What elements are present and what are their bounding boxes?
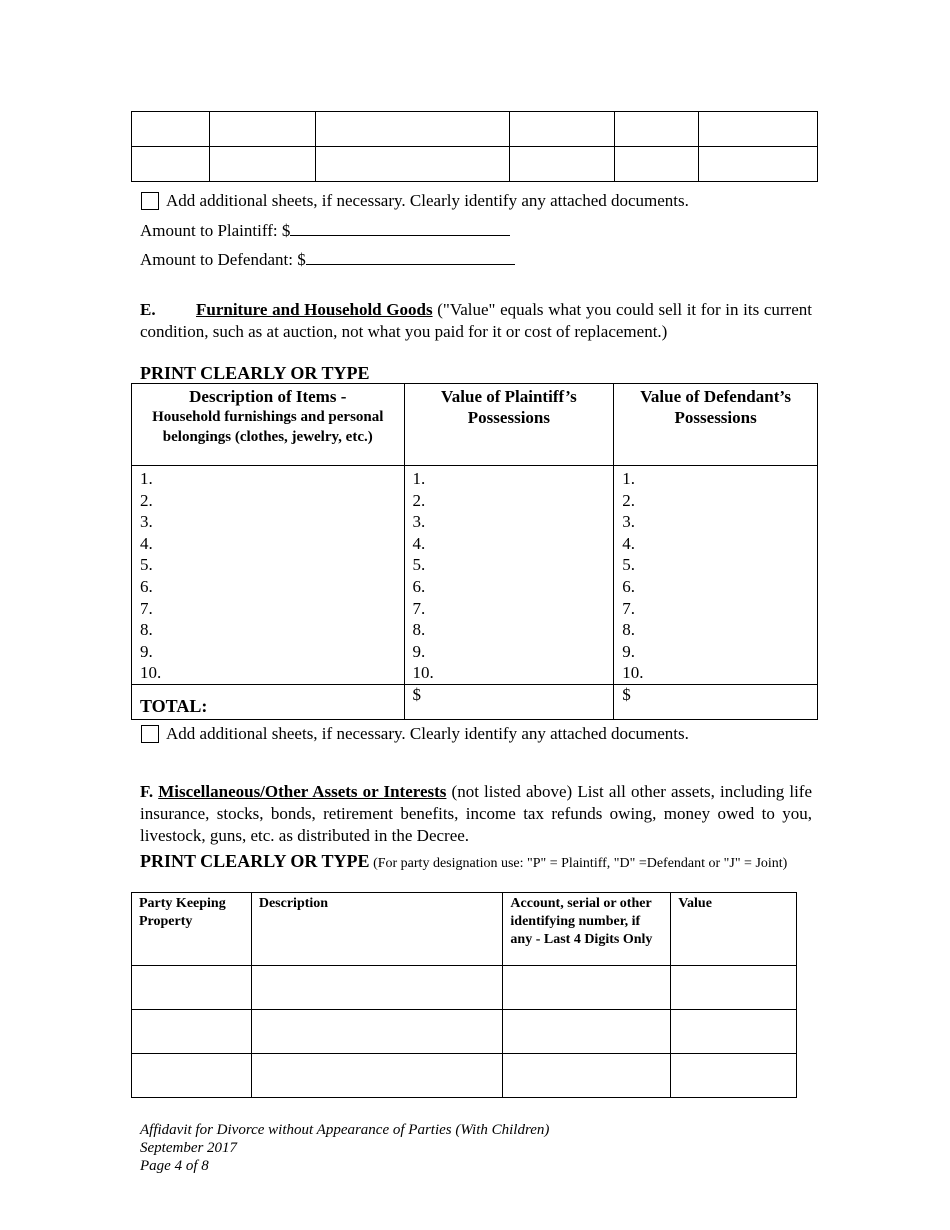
misc-assets-table	[131, 892, 797, 1098]
table-cell[interactable]	[251, 1010, 503, 1054]
footer-page: Page 4 of 8	[140, 1158, 209, 1174]
list-item: 4.	[140, 533, 153, 553]
header-value: Value	[671, 893, 797, 966]
list-item: 10.	[622, 663, 644, 683]
list-item: 2.	[622, 490, 635, 510]
table-cell[interactable]	[209, 112, 315, 147]
additional-sheets-line-e	[141, 724, 689, 744]
table-cell[interactable]	[315, 112, 510, 147]
header-defendant-title: Value of Defendant’s Possessions	[640, 387, 792, 427]
section-e-title: Furniture and Household Goods	[196, 300, 433, 319]
amount-defendant-field[interactable]	[306, 249, 515, 265]
list-item: 2.	[140, 490, 153, 510]
table-row	[132, 112, 818, 147]
footer-title: Affidavit for Divorce without Appearance of Parties (With Children)	[140, 1122, 550, 1138]
list-item: 6.	[412, 576, 426, 596]
list-item: 5.	[412, 555, 426, 575]
table-cell[interactable]	[671, 1054, 797, 1098]
table-cell[interactable]	[510, 112, 615, 147]
table-row	[132, 466, 818, 685]
additional-sheets-text-top: Add additional sheets, if necessary. Clearly identify any attached documents.	[166, 191, 689, 210]
amount-plaintiff-label: Amount to Plaintiff: $	[140, 221, 291, 240]
header-description: Description	[251, 893, 503, 966]
table-cell[interactable]	[699, 147, 818, 182]
plaintiff-value-list-cell[interactable]	[404, 466, 614, 685]
header-account-number: Account, serial or other identifying number, if any - Last 4 Digits Only	[503, 893, 671, 966]
list-item: 9.	[412, 641, 426, 661]
table-cell[interactable]	[503, 966, 671, 1010]
table-row	[132, 1054, 797, 1098]
table-row	[132, 147, 818, 182]
table-cell[interactable]	[503, 1010, 671, 1054]
plaintiff-total-currency: $	[412, 684, 422, 704]
header-description-sub: Household furnishings and personal belongings (clothes, jewelry, etc.)	[152, 409, 384, 445]
section-f-print-label: PRINT CLEARLY OR TYPE	[140, 851, 370, 871]
list-item: 8.	[140, 620, 153, 640]
table-cell[interactable]	[510, 147, 615, 182]
table-header-row	[132, 384, 818, 466]
table-row	[132, 1010, 797, 1054]
footer	[140, 1121, 549, 1175]
list-item: 9.	[140, 641, 153, 661]
list-item: 6.	[140, 576, 153, 596]
table-cell[interactable]	[132, 1010, 252, 1054]
additional-sheets-line-top	[141, 191, 689, 211]
table-cell[interactable]	[671, 1010, 797, 1054]
table-cell[interactable]	[615, 112, 699, 147]
section-f-letter: F.	[140, 782, 154, 801]
list-item: 9.	[622, 641, 635, 661]
table-row	[132, 966, 797, 1010]
section-e-paragraph	[140, 299, 812, 343]
section-e-letter: E.	[140, 300, 156, 319]
section-f-print-note: (For party designation use: "P" = Plaintiff, "D" =Defendant or "J" = Joint)	[369, 856, 788, 871]
total-label-cell	[132, 684, 405, 719]
list-item: 7.	[412, 598, 426, 618]
additional-sheets-text-e: Add additional sheets, if necessary. Clearly identify any attached documents.	[166, 724, 689, 743]
table-cell[interactable]	[503, 1054, 671, 1098]
amount-defendant-label: Amount to Defendant: $	[140, 250, 306, 269]
table-cell[interactable]	[209, 147, 315, 182]
list-item: 7.	[140, 598, 153, 618]
table-cell[interactable]	[315, 147, 510, 182]
table-cell[interactable]	[615, 147, 699, 182]
table-cell[interactable]	[132, 1054, 252, 1098]
list-item: 3.	[140, 512, 153, 532]
amount-plaintiff-field[interactable]	[290, 220, 510, 236]
description-list-cell[interactable]	[132, 466, 405, 685]
list-item: 8.	[622, 620, 635, 640]
list-item: 5.	[622, 555, 635, 575]
header-description-items	[132, 384, 405, 466]
section-f-title: Miscellaneous/Other Assets or Interests	[158, 782, 447, 801]
header-defendant-value	[614, 384, 818, 466]
header-plaintiff-value	[404, 384, 614, 466]
table-header-row	[132, 893, 797, 966]
list-item: 1.	[412, 469, 426, 488]
total-row	[132, 684, 818, 719]
list-item: 2.	[412, 490, 426, 510]
table-cell[interactable]	[132, 147, 210, 182]
table-cell[interactable]	[132, 112, 210, 147]
header-description-title: Description of Items -	[189, 387, 347, 406]
table-cell[interactable]	[132, 966, 252, 1010]
additional-sheets-checkbox-e[interactable]	[141, 725, 159, 743]
list-item: 1.	[622, 469, 635, 488]
footer-date: September 2017	[140, 1140, 238, 1156]
list-item: 3.	[412, 512, 426, 532]
amount-plaintiff-line	[140, 220, 510, 241]
section-e-print-label: PRINT CLEARLY OR TYPE	[140, 363, 370, 383]
table-cell[interactable]	[699, 112, 818, 147]
list-item: 4.	[412, 533, 426, 553]
list-item: 8.	[412, 620, 426, 640]
amount-defendant-line	[140, 249, 515, 270]
header-plaintiff-title: Value of Plaintiff’s Possessions	[441, 387, 577, 427]
plaintiff-total-cell[interactable]	[404, 684, 614, 719]
defendant-value-list-cell[interactable]	[614, 466, 818, 685]
section-e-text: ("Value" equals what you could sell it for in its current condition, such as at auction, not what you paid for it or cost of replacement.)	[140, 300, 812, 341]
previous-section-table	[131, 111, 818, 182]
section-f-text: (not listed above) List all other assets, including life insurance, stocks, bonds, retirement benefits, income tax refunds owing, money owed to you, livestock, guns, etc. as distributed in the Decree.	[140, 782, 813, 845]
section-f-print-line	[140, 852, 814, 873]
total-label: TOTAL:	[140, 695, 208, 716]
defendant-total-currency: $	[622, 684, 631, 704]
list-item: 6.	[622, 576, 635, 596]
list-item: 10.	[412, 663, 434, 683]
list-item: 10.	[140, 663, 162, 683]
list-item: 7.	[622, 598, 635, 618]
list-item: 1.	[140, 469, 153, 488]
table-cell[interactable]	[251, 1054, 503, 1098]
additional-sheets-checkbox-top[interactable]	[141, 192, 159, 210]
furniture-household-table	[131, 383, 818, 720]
header-party-keeping: Party Keeping Property	[132, 893, 252, 966]
table-cell[interactable]	[251, 966, 503, 1010]
list-item: 3.	[622, 512, 635, 532]
list-item: 5.	[140, 555, 153, 575]
table-cell[interactable]	[671, 966, 797, 1010]
defendant-total-cell[interactable]	[614, 684, 818, 719]
list-item: 4.	[622, 533, 635, 553]
section-f-paragraph	[140, 781, 812, 847]
